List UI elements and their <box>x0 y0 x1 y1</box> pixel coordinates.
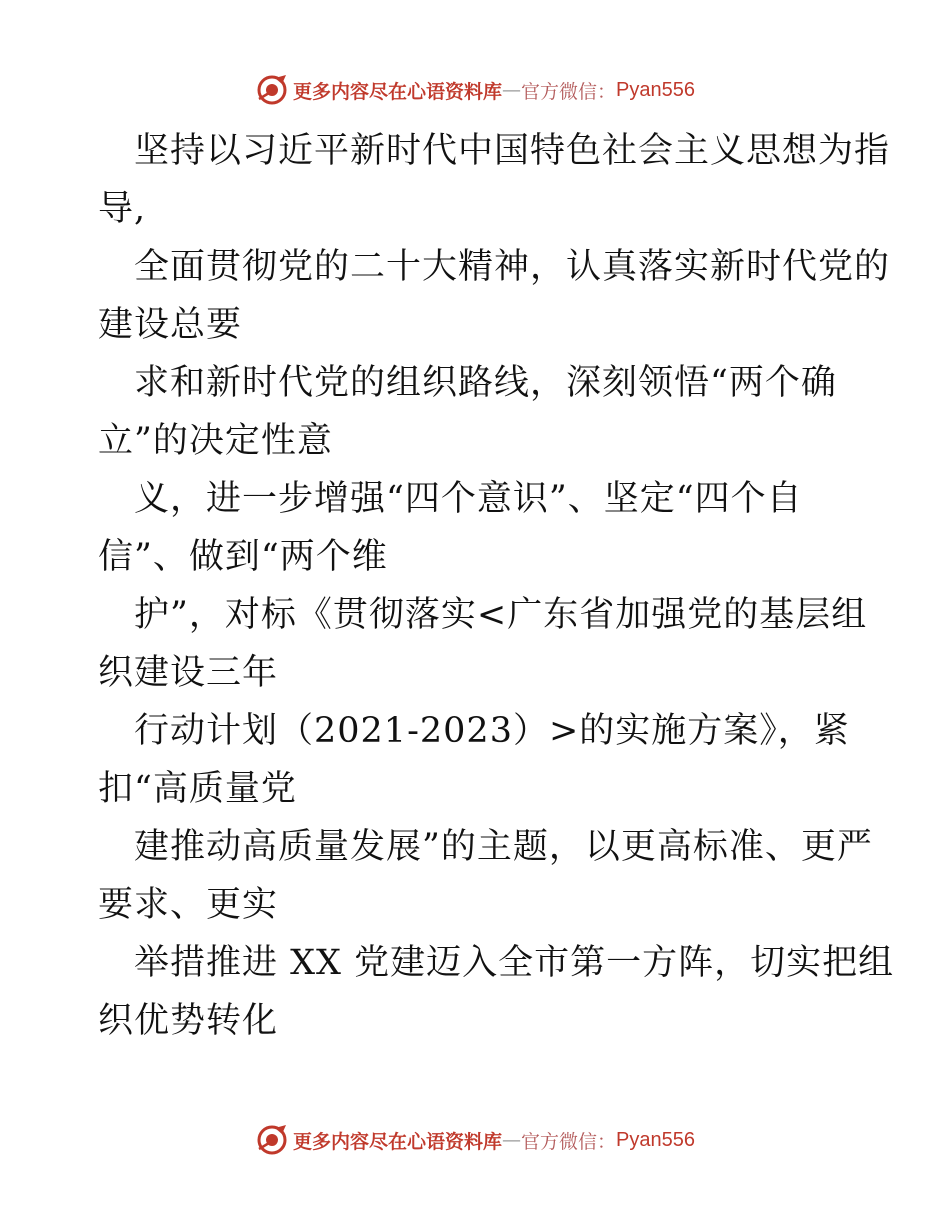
header-wechat-id: Pyan556 <box>616 78 695 101</box>
text-line: 建设总要 <box>98 305 243 345</box>
text-line: 织建设三年 <box>98 653 279 693</box>
footer-wechat-label: 官方微信： <box>521 1130 617 1153</box>
text-line: 护”，对标《贯彻落实<广东省加强党的基层组 <box>134 595 868 635</box>
text-line: 扣“高质量党 <box>98 769 297 809</box>
text-line: 行动计划（2021-2023）>的实施方案》，紧 <box>134 711 850 751</box>
pen-logo-icon <box>255 73 289 107</box>
text-line: 织优势转化 <box>98 1001 279 1041</box>
text-line: 建推动高质量发展”的主题，以更高标准、更严 <box>134 827 873 867</box>
text-line: 导, <box>98 189 147 229</box>
header-separator: — <box>502 79 522 101</box>
header-wechat-label: 官方微信： <box>521 80 617 103</box>
header-watermark-banner <box>0 70 950 110</box>
text-line: 坚持以习近平新时代中国特色社会主义思想为指 <box>134 131 891 171</box>
header-site-text: 更多内容尽在心语资料库 <box>293 80 503 103</box>
pen-logo-icon <box>255 1123 289 1157</box>
text-line: 信”、做到“两个维 <box>98 537 388 577</box>
footer-wechat-id: Pyan556 <box>616 1128 695 1151</box>
footer-watermark-banner <box>0 1120 950 1160</box>
text-line: 要求、更实 <box>98 885 279 925</box>
text-line: 求和新时代党的组织路线，深刻领悟“两个确 <box>134 363 837 403</box>
document-body <box>98 122 895 1050</box>
text-line: 举措推进 XX 党建迈入全市第一方阵，切实把组 <box>134 943 895 983</box>
text-line: 立”的决定性意 <box>98 421 333 461</box>
text-line: 全面贯彻党的二十大精神，认真落实新时代党的 <box>134 247 891 287</box>
text-line: 义，进一步增强“四个意识”、坚定“四个自 <box>134 479 803 519</box>
footer-site-text: 更多内容尽在心语资料库 <box>293 1130 503 1153</box>
footer-separator: — <box>502 1129 522 1151</box>
